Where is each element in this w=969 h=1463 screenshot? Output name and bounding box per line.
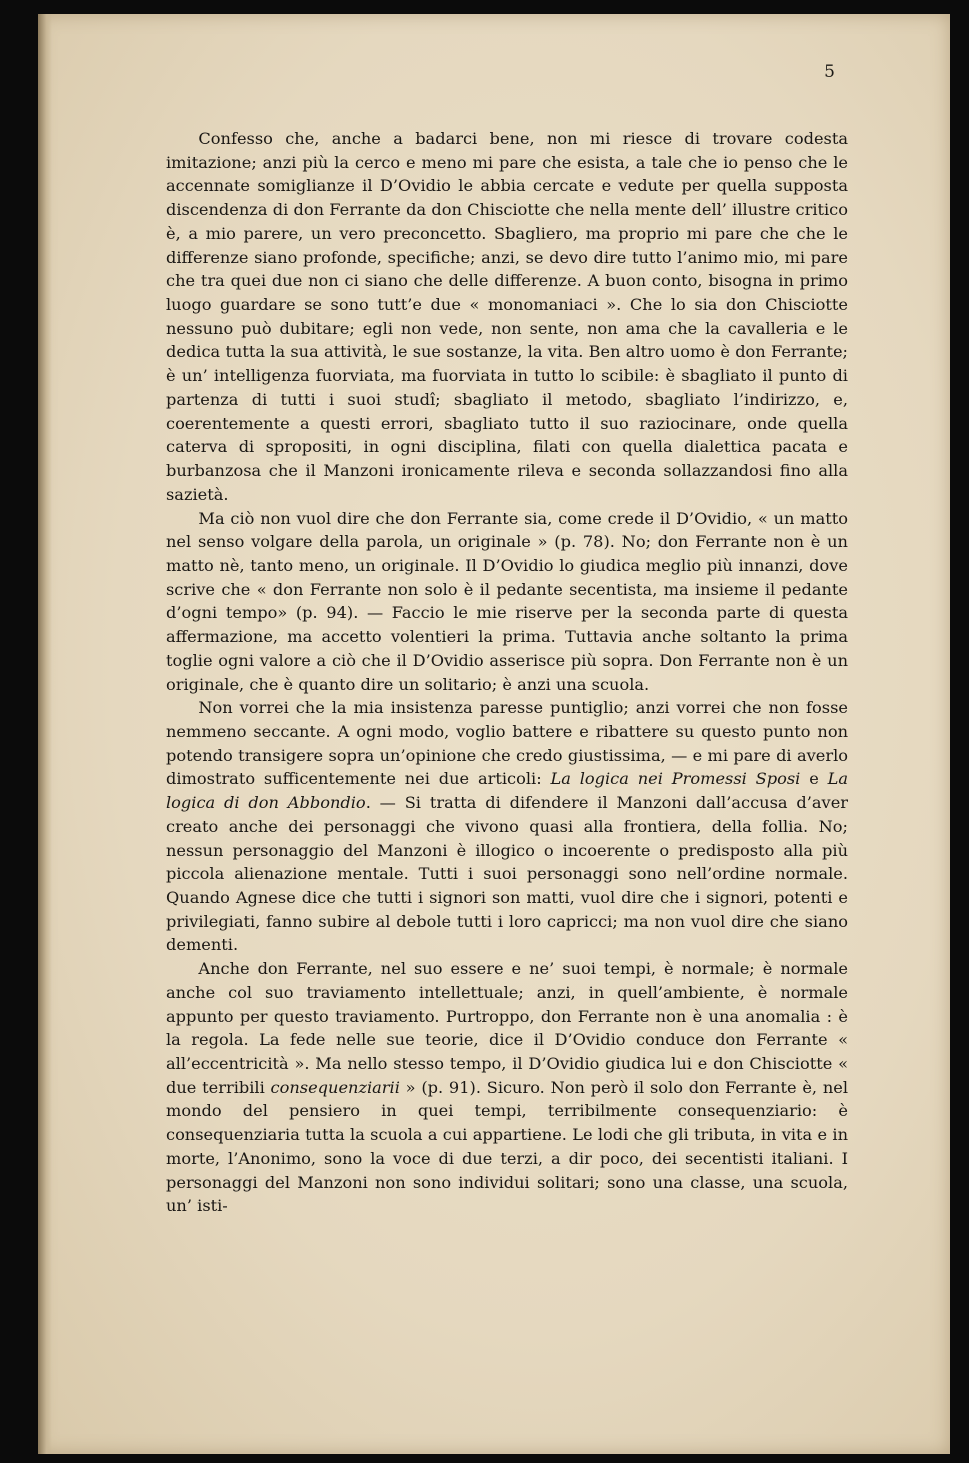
- text-run: Confesso che, anche a badarci bene, non mi riesce di trovare codesta imitazione; anzi più la cerco e meno mi pare che esista, a tale che io penso che le accennate somiglianze il D’Ovidio le abbia cercate e vedute per quella supposta discendenza di don Ferrante da don Chisciotte che nella mente dell’ illustre critico è, a mio parere, un vero preconcetto. Sbagliero, ma proprio mi pare che che le differenze siano profonde, specifiche; anzi, se devo dire tutto l’animo mio, mi pare che tra quei due non ci siano che delle differenze. A buon conto, bisogna in primo luogo guardare se sono tutt’e due « monomaniaci ». Che lo sia don Chisciotte nessuno può dubitare; egli non vede, non sente, non ama che la cavalleria e le dedica tutta la sua attività, le sue sostanze, la vita. Ben altro uomo è don Ferrante; è un’ intelligenza fuorviata, ma fuorviata in tutto lo scibile: è sbagliato il punto di partenza di tutti i suoi studî; sbagliato il metodo, sbagliato l’indirizzo, e, coerentemente a questi errori, sbagliato tutto il suo raziocinare, onde quella caterva di spropositi, in ogni disciplina, filati con quella dialettica pacata e burbanzosa che il Manzoni ironicamente rileva e seconda sollazzandosi fino alla sazietà.: [166, 129, 848, 504]
- text-run: Anche don Ferrante, nel suo essere e ne’ suoi tempi, è normale; è normale anche col suo traviamento intellettuale; anzi, in quell’ambiente, è normale appunto per questo traviamento. Purtroppo, don Ferrante non è una anomalia : è la regola. La fede nelle sue teorie, dice il D’Ovidio conduce don Ferrante « all’eccentricità ». Ma nello stesso tempo, il D’Ovidio giudica lui e don Chisciotte « due terribili: [166, 959, 848, 1097]
- text-run: Ma ciò non vuol dire che don Ferrante sia, come crede il D’Ovidio, « un matto nel senso volgare della parola, un originale » (p. 78). No; don Ferrante non è un matto nè, tanto meno, un originale. Il D’Ovidio lo giudica meglio più innanzi, dove scrive che « don Ferrante non solo è il pedante secentista, ma insieme il pedante d’ogni tempo» (p. 94). — Faccio le mie riserve per la seconda parte di questa affermazione, ma accetto volentieri la prima. Tuttavia anche soltanto la prima toglie ogni valore a ciò che il D’Ovidio asserisce più sopra. Don Ferrante non è un originale, che è quanto dire un solitario; è anzi una scuola.: [166, 508, 848, 694]
- italic-title: La logica nei Promessi Sposi: [550, 769, 801, 789]
- text-run: e: [800, 769, 828, 789]
- italic-title: consequenziarii: [270, 1077, 400, 1097]
- paragraph-p4: [166, 957, 848, 1218]
- page-number: 5: [824, 62, 835, 82]
- body-text: [166, 127, 848, 1218]
- page-gutter: [38, 14, 52, 1454]
- paragraph-p1: [166, 127, 848, 507]
- text-run: » (p. 91). Sicuro. Non però il solo don Ferrante è, nel mondo del pensiero in quei tempi, terribilmente consequenziario: è consequenziaria tutta la scuola a cui appartiene. Le lodi che gli tributa, in vita e in morte, l’Anonimo, sono la voce di due terzi, a dir poco, dei secentisti italiani. I personaggi del Manzoni non sono individui solitari; sono una classe, una scuola, un’ isti-: [166, 1077, 849, 1216]
- paragraph-p2: [166, 507, 848, 697]
- paragraph-p3: [166, 696, 848, 957]
- text-run: Non vorrei che la mia insistenza paresse puntiglio; anzi vorrei che non fosse nemmeno seccante. A ogni modo, voglio battere e ribattere su questo punto non potendo transigere sopra un’opinione che credo giustissima, — e mi pare di averlo dimostrato sufficentemente nei due articoli:: [166, 698, 848, 789]
- text-run: . — Si tratta di difendere il Manzoni dall’accusa d’aver creato anche dei personaggi che vivono quasi alla frontiera, della follia. No; nessun personaggio del Manzoni è illogico o incoerente o predisposto alla più piccola alienazione mentale. Tutti i suoi personaggi sono nell’ordine normale. Quando Agnese dice che tutti i signori son matti, vuol dire che i signori, potenti e privilegiati, fanno subire al debole tutti i loro capricci; ma non vuol dire che siano dementi.: [166, 793, 849, 955]
- book-page: [38, 14, 950, 1454]
- italic-title: La logica di don Abbondio: [166, 769, 849, 813]
